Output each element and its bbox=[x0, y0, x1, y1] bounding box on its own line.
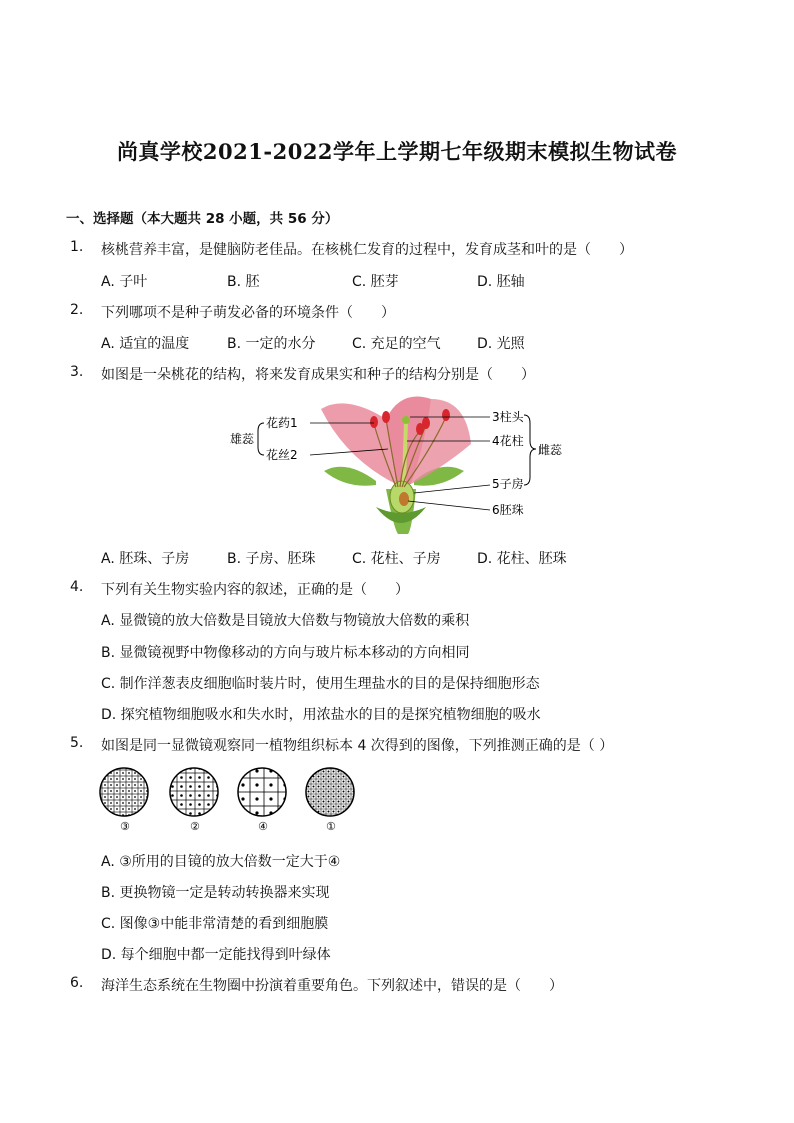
question-number: 4. bbox=[70, 579, 84, 595]
view-label-2: ② bbox=[190, 820, 200, 833]
bracket-stamen bbox=[258, 423, 264, 455]
view-circle-1 bbox=[100, 768, 148, 816]
view-label-4: ① bbox=[326, 820, 336, 833]
stigma bbox=[402, 416, 410, 424]
page-title: 尚真学校2021-2022学年上学期七年级期末模拟生物试卷 bbox=[116, 139, 678, 164]
label-anther: 花药1 bbox=[266, 416, 298, 430]
option-c: C. 图像③中能非常清楚的看到细胞膜 bbox=[101, 916, 329, 932]
view-circle-3 bbox=[238, 768, 286, 816]
question-text: 海洋生态系统在生物圈中扮演着重要角色。下列叙述中，错误的是（ ） bbox=[101, 978, 563, 994]
question-number: 6. bbox=[70, 975, 84, 991]
question-text: 下列哪项不是种子萌发必备的环境条件（ ） bbox=[101, 305, 395, 321]
option-b: B. 一定的水分 bbox=[227, 336, 316, 352]
question-number: 1. bbox=[70, 239, 84, 255]
question-number: 2. bbox=[70, 302, 84, 318]
question-text: 下列有关生物实验内容的叙述，正确的是（ ） bbox=[101, 582, 409, 598]
label-stigma: 3柱头 bbox=[492, 410, 524, 424]
label-style: 4花柱 bbox=[492, 434, 524, 448]
label-pistil: 雌蕊 bbox=[538, 443, 563, 457]
peach-flower-diagram bbox=[226, 389, 576, 539]
option-d: D. 花柱、胚珠 bbox=[477, 551, 567, 567]
option-a: A. 胚珠、子房 bbox=[101, 551, 190, 567]
bracket-pistil bbox=[524, 415, 536, 485]
ovule bbox=[399, 492, 409, 506]
option-b: B. 胚 bbox=[227, 274, 260, 290]
view-circle-2 bbox=[170, 768, 218, 816]
option-d: D. 探究植物细胞吸水和失水时，用浓盐水的目的是探究植物细胞的吸水 bbox=[101, 707, 541, 723]
question-text: 核桃营养丰富，是健脑防老佳品。在核桃仁发育的过程中，发育成茎和叶的是（ ） bbox=[101, 242, 633, 258]
option-b: B. 子房、胚珠 bbox=[227, 551, 316, 567]
option-c: C. 制作洋葱表皮细胞临时装片时，使用生理盐水的目的是保持细胞形态 bbox=[101, 676, 540, 692]
view-label-1: ③ bbox=[120, 820, 130, 833]
option-a: A. 显微镜的放大倍数是目镜放大倍数与物镜放大倍数的乘积 bbox=[101, 613, 470, 629]
label-ovule: 6胚珠 bbox=[492, 503, 524, 517]
question-number: 5. bbox=[70, 735, 84, 751]
label-stamen: 雄蕊 bbox=[230, 432, 255, 446]
option-c: C. 胚芽 bbox=[352, 274, 399, 290]
view-label-3: ④ bbox=[258, 820, 268, 833]
option-a: A. ③所用的目镜的放大倍数一定大于④ bbox=[101, 854, 341, 870]
section-heading: 一、选择题（本大题共 28 小题，共 56 分） bbox=[66, 211, 339, 227]
question-number: 3. bbox=[70, 364, 84, 380]
option-a: A. 适宜的温度 bbox=[101, 336, 190, 352]
style bbox=[404, 422, 406, 481]
microscope-views bbox=[96, 764, 366, 834]
option-c: C. 花柱、子房 bbox=[352, 551, 441, 567]
option-b: B. 更换物镜一定是转动转换器来实现 bbox=[101, 885, 330, 901]
leader-ovary bbox=[414, 485, 490, 493]
question-text: 如图是同一显微镜观察同一植物组织标本 4 次得到的图像，下列推测正确的是（ ） bbox=[101, 738, 614, 754]
leaf-left bbox=[324, 467, 376, 486]
question-text: 如图是一朵桃花的结构，将来发育成果实和种子的结构分别是（ ） bbox=[101, 367, 535, 383]
option-d: D. 每个细胞中都一定能找得到叶绿体 bbox=[101, 947, 331, 963]
view-circle-4 bbox=[306, 768, 354, 816]
option-a: A. 子叶 bbox=[101, 274, 148, 290]
label-ovary: 5子房 bbox=[492, 477, 524, 491]
option-c: C. 充足的空气 bbox=[352, 336, 441, 352]
option-d: D. 胚轴 bbox=[477, 274, 525, 290]
label-filament: 花丝2 bbox=[266, 448, 298, 462]
leader-ovule bbox=[408, 501, 490, 510]
option-b: B. 显微镜视野中物像移动的方向与玻片标本移动的方向相同 bbox=[101, 645, 470, 661]
option-d: D. 光照 bbox=[477, 336, 525, 352]
